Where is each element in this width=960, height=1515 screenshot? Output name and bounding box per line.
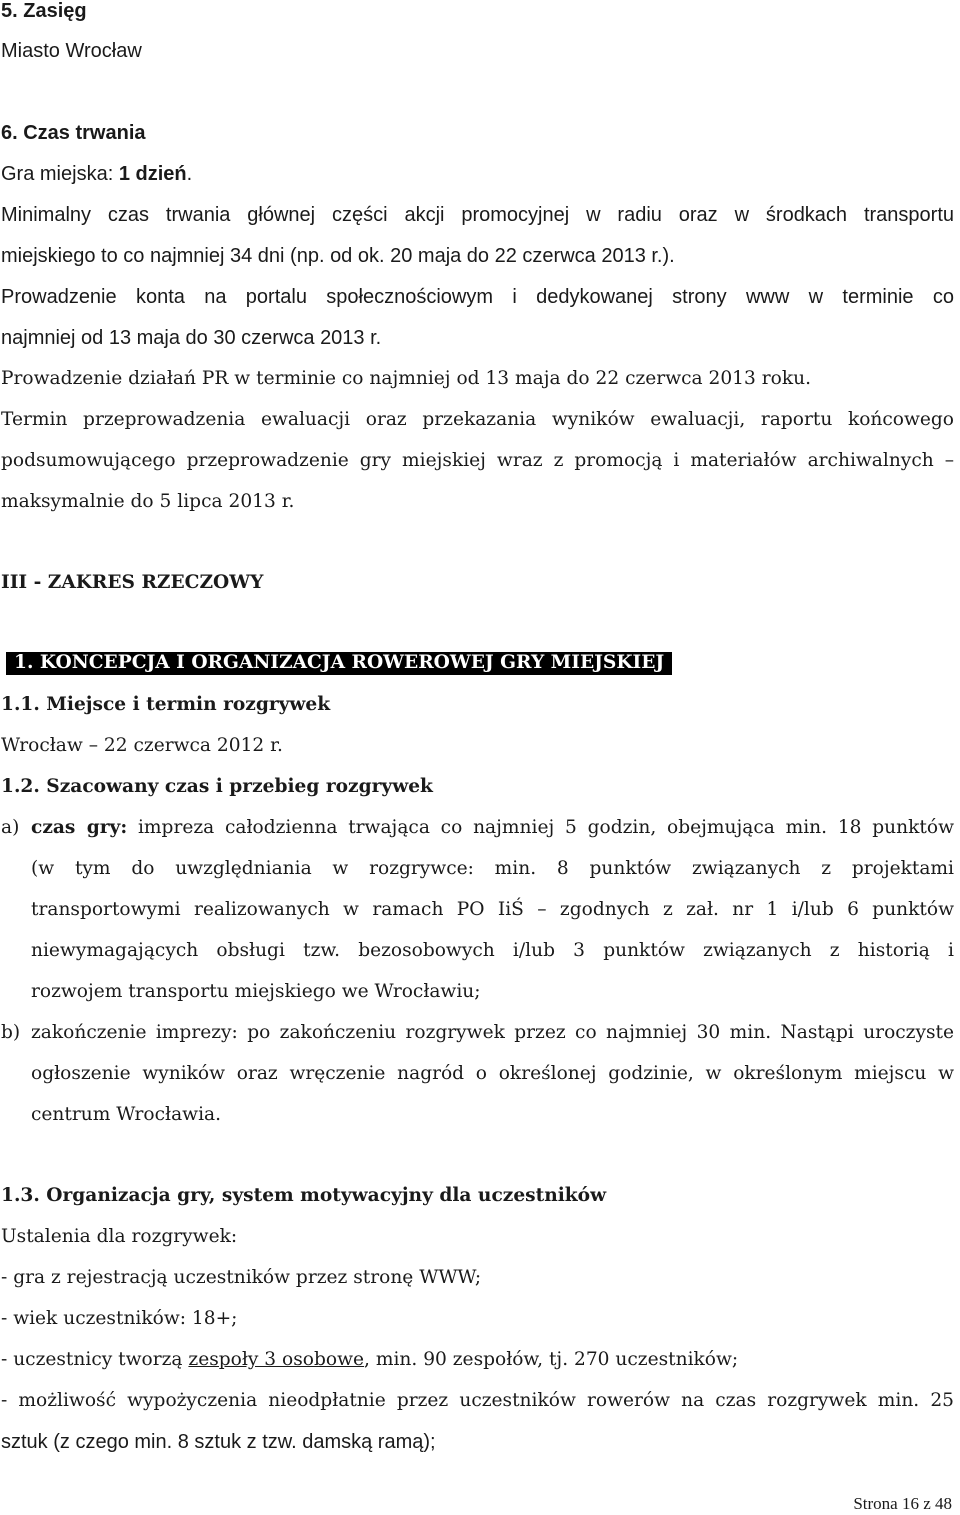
section-5-text: Miasto Wrocław <box>1 40 142 62</box>
section-1-2-heading: 1.2. Szacowany czas i przebieg rozgrywek <box>1 776 433 797</box>
section-3-heading: III - ZAKRES RZECZOWY <box>1 572 264 593</box>
ewaluacja-line-1: Termin przeprowadzenia ewaluacji oraz przekazania wyników ewaluacji, raportu końcowego <box>1 409 954 430</box>
list-item-age: - wiek uczestników: 18+; <box>1 1308 238 1329</box>
min-czas-line-2: miejskiego to co najmniej 34 dni (np. od ok. 20 maja do 22 czerwca 2013 r.). <box>1 245 675 267</box>
section-1-1-heading: 1.1. Miejsce i termin rozgrywek <box>1 694 331 715</box>
teams-text-b: , min. 90 zespołów, tj. 270 uczestników; <box>364 1349 739 1370</box>
gra-value: 1 dzień <box>118 163 187 185</box>
czas-gry-text: impreza całodzienna trwająca co najmniej 5 godzin, obejmująca min. 18 punktów <box>137 817 954 838</box>
list-item-registration: - gra z rejestracją uczestników przez stronę WWW; <box>1 1267 482 1288</box>
item-a-line-4: niewymagających obsługi tzw. bezosobowych i/lub 3 punktów związanych z historią i <box>31 940 954 961</box>
gra-end: . <box>186 163 193 185</box>
koncepcja-heading: 1. KONCEPCJA I ORGANIZACJA ROWEROWEJ GRY MIEJSKIEJ <box>6 652 672 675</box>
item-a-line-2: (w tym do uwzględniania w rozgrywce: min. 8 punktów związanych z projektami <box>31 858 954 879</box>
list-item-teams <box>1 1349 738 1370</box>
section-1-3-intro: Ustalenia dla rozgrywek: <box>1 1226 238 1247</box>
section-5-heading: 5. Zasięg <box>1 0 87 22</box>
item-b-marker: b) <box>1 1022 21 1043</box>
list-item-bikes-line-2: sztuk (z czego min. 8 sztuk z tzw. damską ramą); <box>1 1431 436 1453</box>
konto-line-1: Prowadzenie konta na portalu społecznościowym i dedykowanej strony www w terminie co <box>1 286 954 308</box>
item-a-line-3: transportowymi realizowanych w ramach PO IiŚ – zgodnych z zał. nr 1 i/lub 6 punktów <box>31 899 954 920</box>
konto-line-2: najmniej od 13 maja do 30 czerwca 2013 r. <box>1 327 382 349</box>
teams-underlined: zespoły 3 osobowe <box>188 1349 364 1370</box>
teams-text-a: - uczestnicy tworzą <box>1 1349 189 1370</box>
gra-label: Gra miejska: <box>1 163 119 185</box>
item-b-line-1: zakończenie imprezy: po zakończeniu rozgrywek przez co najmniej 30 min. Nastąpi uroczyste <box>31 1022 954 1043</box>
item-a-line-1 <box>31 817 954 838</box>
section-1-1-text: Wrocław – 22 czerwca 2012 r. <box>1 735 283 756</box>
section-1-3-heading: 1.3. Organizacja gry, system motywacyjny dla uczestników <box>1 1185 607 1206</box>
item-b-line-2: ogłoszenie wyników oraz wręczenie nagród o określonej godzinie, w określonym miejscu w <box>31 1063 954 1084</box>
gra-miejska-line <box>1 163 192 186</box>
section-6-heading: 6. Czas trwania <box>1 122 146 144</box>
item-a-marker: a) <box>1 817 20 838</box>
page-number: Strona 16 z 48 <box>853 1494 952 1513</box>
czas-gry-label: czas gry: <box>31 817 128 838</box>
pr-line: Prowadzenie działań PR w terminie co najmniej od 13 maja do 22 czerwca 2013 roku. <box>1 368 811 389</box>
min-czas-line-1: Minimalny czas trwania głównej części akcji promocyjnej w radiu oraz w środkach transportu <box>1 204 954 226</box>
item-b-line-3: centrum Wrocławia. <box>31 1104 222 1125</box>
item-a-line-5: rozwojem transportu miejskiego we Wrocławiu; <box>31 981 481 1002</box>
ewaluacja-line-2: podsumowującego przeprowadzenie gry miejskiej wraz z promocją i materiałów archiwalnych – <box>1 450 954 471</box>
ewaluacja-line-3: maksymalnie do 5 lipca 2013 r. <box>1 491 295 512</box>
list-item-bikes-line-1: - możliwość wypożyczenia nieodpłatnie przez uczestników rowerów na czas rozgrywek min. 25 <box>1 1390 954 1411</box>
